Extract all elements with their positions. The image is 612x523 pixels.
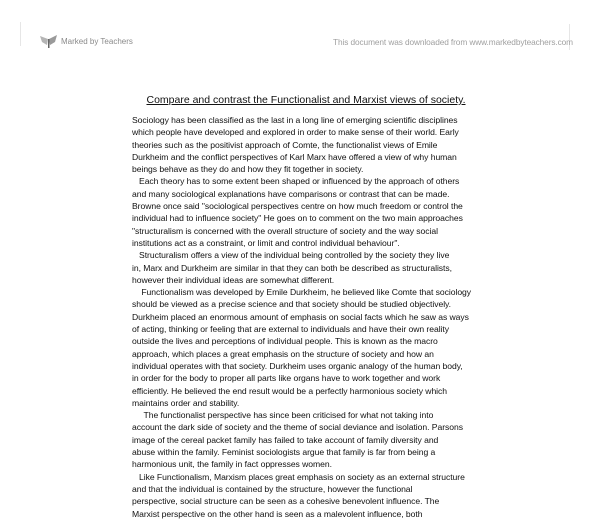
text-line: Durkheim and the conflict perspectives of Karl Marx have offered a view of why human (132, 151, 457, 162)
marked-by-teachers-logo (40, 34, 133, 48)
text-line: individual operates with that society. Durkheim uses organic analogy of the human body, (132, 360, 463, 371)
text-line: theories such as the positivist approach of Comte, the functionalist views of Emile (132, 139, 438, 150)
text-line: individual had to influence society" He goes on to comment on the two main approaches (132, 213, 463, 224)
text-line: efficiently. He believed the end result would be a perfectly harmonious society which (132, 385, 448, 396)
text-line: Durkheim placed an enormous amount of emphasis on social facts which he saw as ways (132, 311, 469, 322)
text-line: in order for the body to proper all parts like organs have to work together and work (132, 373, 441, 384)
text-line: Functionalism was developed by Emile Durkheim, he believed like Comte that sociology (132, 287, 472, 298)
text-line: Like Functionalism, Marxism places great emphasis on society as an external structure (132, 471, 465, 482)
text-line: institutions act as a constraint, or limit and control individual behaviour". (132, 237, 400, 248)
text-line: Each theory has to some extent been shaped or influenced by the approach of others (132, 176, 460, 187)
text-line: Browne once said "sociological perspectives centre on how much freedom or control the (132, 201, 463, 212)
text-line: beings behave as they do and how they fit together in society. (132, 164, 364, 175)
text-line: of acting, thinking or feeling that are external to individuals and have their own reality (132, 324, 450, 335)
text-line: perspective, social structure can be seen as a cohesive benevolent influence. The (132, 496, 440, 507)
text-line: Marxist perspective on the other hand is seen as a malevolent influence, both (132, 508, 423, 519)
text-line: account the dark side of society and the theme of social deviance and isolation. Parsons (132, 422, 463, 433)
text-line: maintains order and stability. (132, 397, 240, 408)
text-line: and many sociological explanations have comparisons or contrast that can be made. (132, 188, 450, 199)
download-notice: This document was downloaded from www.markedbyteachers.com (333, 37, 573, 47)
text-line: outside the lives and perceptions of individual people. This is known as the macro (132, 336, 438, 347)
document-body (132, 114, 471, 520)
logo-text: Marked by Teachers (61, 36, 133, 46)
text-line: should be viewed as a precise science and that society should be studied objectively. (132, 299, 452, 310)
butterfly-logo-icon (40, 34, 58, 48)
text-line: image of the cereal packet family has failed to take account of family diversity and (132, 434, 439, 445)
text-line: abuse within the family. Feminist sociologists argue that family is far from being a (132, 447, 436, 458)
text-line: however their individual ideas are somewhat different. (132, 274, 335, 285)
text-line: Sociology has been classified as the last in a long line of emerging scientific disciplines (132, 115, 458, 125)
text-line: and that the individual is contained by the structure, however the functional (132, 483, 413, 494)
text-line: which people have developed and explored in order to make sense of their world. Early (132, 127, 459, 138)
document-title: Compare and contrast the Functionalist and Marxist views of society. (146, 94, 466, 106)
text-line: The functionalist perspective has since been criticised for what not taking into (132, 410, 434, 421)
text-line: harmonious unit, the family in fact oppresses women. (132, 459, 332, 470)
text-line: in, Marx and Durkheim are similar in that they can both be described as structuralists, (132, 262, 452, 273)
text-line: approach, which places a great emphasis on the structure of society and how an (132, 348, 434, 359)
text-line: "structuralism is concerned with the overall structure of society and the way social (132, 225, 438, 236)
header-left-divider (20, 22, 21, 46)
text-line: Structuralism offers a view of the individual being controlled by the society they live (132, 250, 450, 261)
